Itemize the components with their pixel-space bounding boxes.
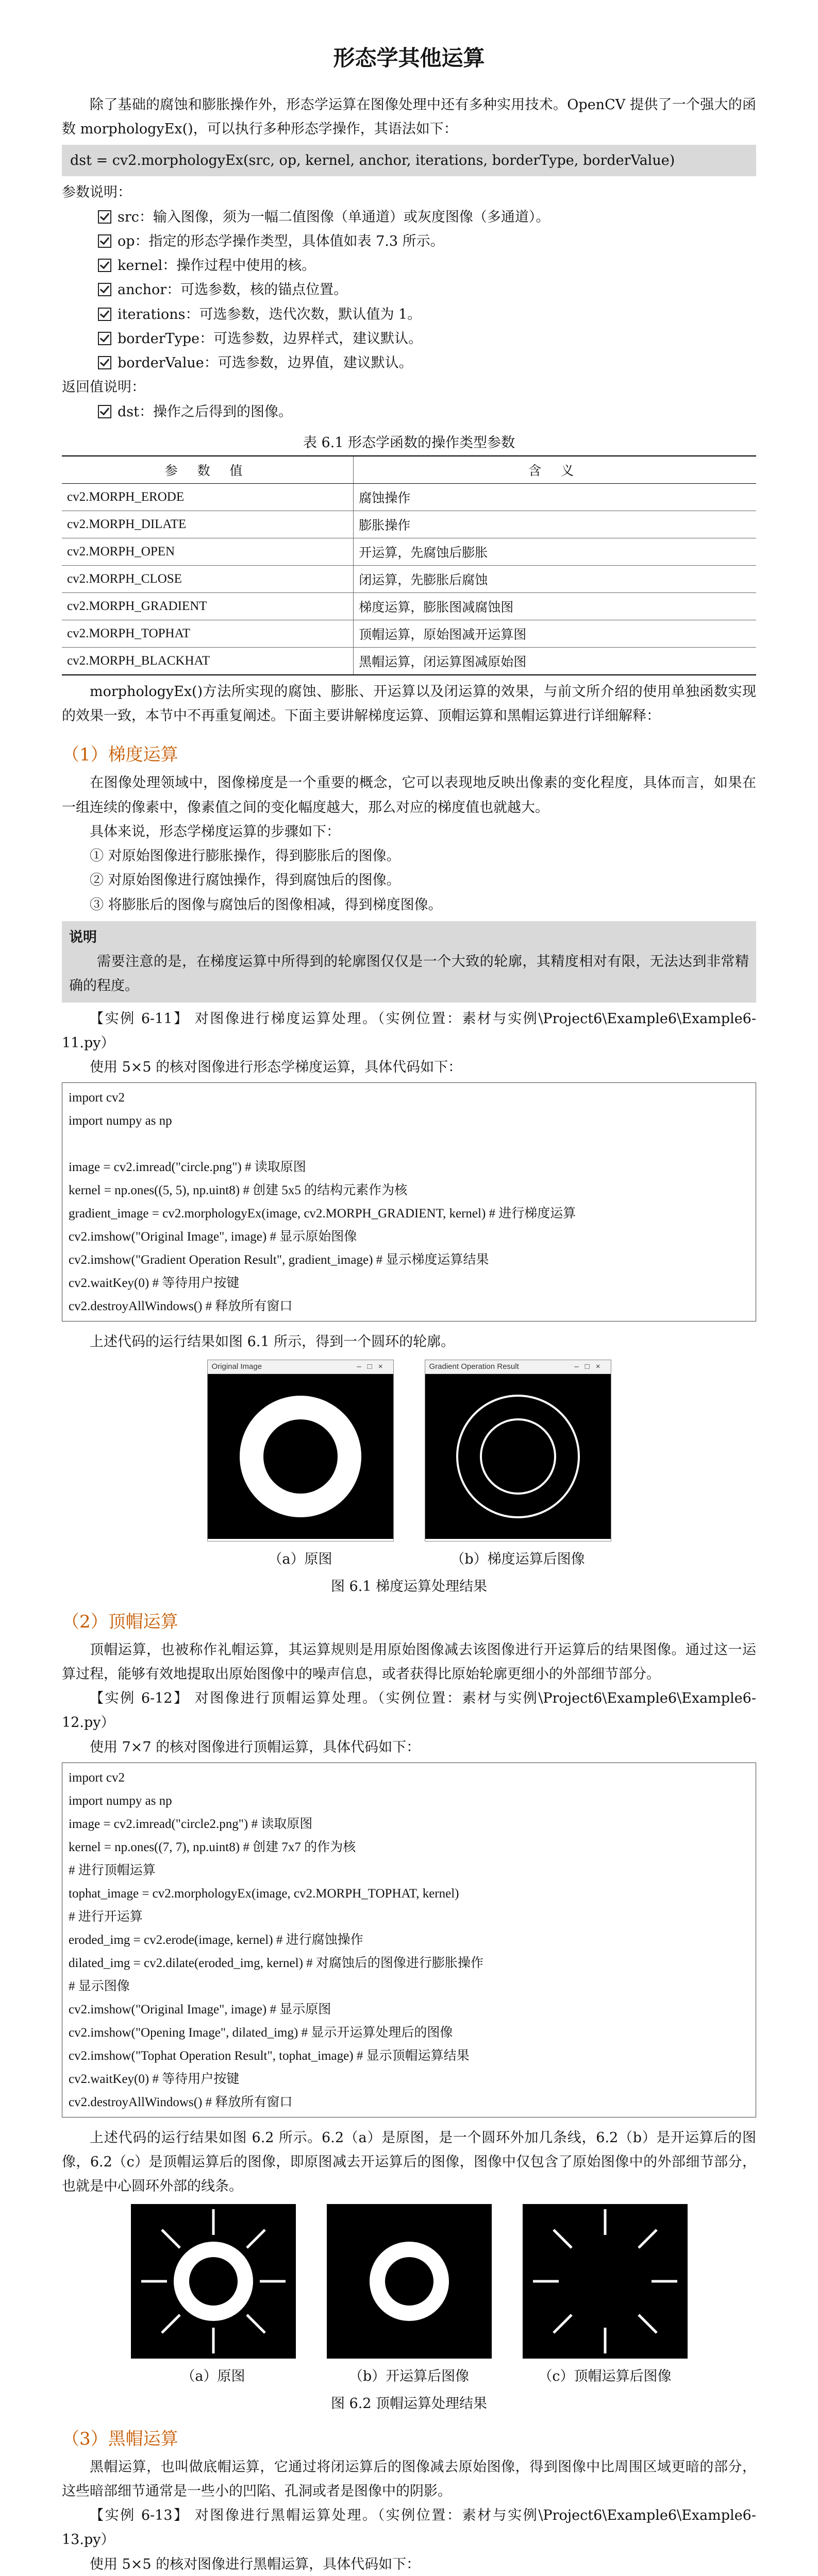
gradient-paragraph: 在图像处理领域中，图像梯度是一个重要的概念，它可以表现地反映出像素的变化程度，具体而言，如果在一组连续的像素中，像素值之间的变化幅度越大，那么对应的梯度值也就越大。 — [62, 775, 756, 816]
example-title: 【实例 6-13】 对图像进行黑帽运算处理。（实例位置：素材与实例\Project6\Example6\Example6-13.py） — [62, 2507, 756, 2548]
checkbox-icon — [98, 356, 111, 369]
note-box — [62, 921, 756, 1003]
after-table-paragraph: morphologyEx()方法所实现的腐蚀、膨胀、开运算以及闭运算的效果，与前文所介绍的使用单独函数实现的效果一致，本节中不再重复阐述。下面主要讲解梯度运算、顶帽运算和黑帽运算进行详细解释： — [62, 683, 756, 724]
table-header: 含 义 — [354, 456, 756, 484]
table-row: cv2.MORPH_OPEN 开运算，先腐蚀后膨胀 — [62, 538, 756, 565]
code-line: cv2.waitKey(0) # 等待用户按键 — [69, 2072, 240, 2086]
opening-ring-image — [327, 2204, 492, 2359]
blackhat-paragraph: 黑帽运算，也叫做底帽运算，它通过将闭运算后的图像减去原始图像，得到图像中比周围区域更暗的部分，这些暗部细节通常是一些小的凹陷、孔洞或者是图像中的阴影。 — [62, 2459, 756, 2499]
code-line: image = cv2.imread("circle.png") # 读取原图 — [69, 1160, 306, 1175]
param-item: anchor：可选参数，核的锚点位置。 — [98, 278, 756, 302]
code-line: import numpy as np — [69, 1793, 172, 1808]
code-line: cv2.destroyAllWindows() # 释放所有窗口 — [69, 1299, 293, 1314]
table-caption: 表 6.1 形态学函数的操作类型参数 — [303, 434, 515, 451]
step-item: ③ 将膨胀后的图像与腐蚀后的图像相减，得到梯度图像。 — [90, 896, 442, 913]
window-controls-icon: –□× — [357, 1362, 389, 1371]
code-line: image = cv2.imread("circle2.png") # 读取原图 — [69, 1817, 313, 1831]
table-row: cv2.MORPH_CLOSE 闭运算，先膨胀后腐蚀 — [62, 565, 756, 592]
param-item: iterations：可选参数，迭代次数，默认值为 1。 — [98, 302, 756, 327]
return-list — [62, 400, 756, 424]
checkbox-icon — [98, 283, 111, 296]
code-line: cv2.destroyAllWindows() # 释放所有窗口 — [69, 2095, 293, 2109]
code-line: gradient_image = cv2.morphologyEx(image, cv2.MORPH_GRADIENT, kernel) # 进行梯度运算 — [69, 1207, 576, 1221]
return-item: dst：操作之后得到的图像。 — [98, 400, 756, 424]
result-paragraph: 上述代码的运行结果如图 6.2 所示。6.2（a）是原图，是一个圆环外加几条线，6.2（b）是开运算后的图像，6.2（c）是顶帽运算后的图像，即原图减去开运算后的图像，图像中仅包含了原始图像中的外部细节部分，也就是中心圆环外部的线条。 — [62, 2129, 756, 2195]
code-line: # 显示图像 — [69, 1979, 130, 1993]
intro-paragraph: 除了基础的腐蚀和膨胀操作外，形态学运算在图像处理中还有多种实用技术。OpenCV 提供了一个强大的函数 morphologyEx()，可以执行多种形态学操作，其语法如下： — [62, 97, 756, 138]
code-line: import cv2 — [69, 1770, 125, 1785]
code-line — [69, 1132, 749, 1156]
figure-panel — [131, 2204, 296, 2385]
checkbox-icon — [98, 259, 111, 272]
code-block — [62, 1082, 756, 1321]
window-titlebar: Original Image –□× — [208, 1360, 393, 1374]
param-item: borderType：可选参数，边界样式，建议默认。 — [98, 327, 756, 351]
param-item: borderValue：可选参数，边界值，建议默认。 — [98, 351, 756, 375]
figure-subcaption: （a）原图 — [181, 2368, 245, 2384]
window-controls-icon: –□× — [574, 1362, 607, 1371]
code-block — [62, 1762, 756, 2117]
table-header: 参 数 值 — [62, 456, 354, 484]
syntax-box: dst = cv2.morphologyEx(src, op, kernel, anchor, iterations, borderType, borderValue) — [62, 145, 756, 177]
op-type-table — [62, 455, 756, 675]
returns-label: 返回值说明： — [62, 379, 145, 396]
gradient-steps — [62, 844, 756, 917]
tophat-lines-image — [523, 2204, 688, 2359]
param-item: src：输入图像，须为一幅二值图像（单通道）或灰度图像（多通道）。 — [98, 205, 756, 229]
code-line: kernel = np.ones((7, 7), np.uint8) # 创建 7x7 的作为核 — [69, 1840, 356, 1854]
tophat-paragraph: 顶帽运算，也被称作礼帽运算，其运算规则是用原始图像减去该图像进行开运算后的结果图像。通过这一运算过程，能够有效地提取出原始图像中的噪声信息，或者获得比原始轮廓更细小的外部细节部分。 — [62, 1641, 756, 1682]
code-line: import cv2 — [69, 1091, 125, 1105]
params-label: 参数说明： — [62, 184, 131, 201]
code-line: dilated_img = cv2.dilate(eroded_img, kernel) # 对腐蚀后的图像进行膨胀操作 — [69, 1956, 483, 1970]
original-sun-image — [131, 2204, 296, 2359]
image-window — [425, 1360, 611, 1541]
code-line: import numpy as np — [69, 1114, 172, 1128]
table-row: cv2.MORPH_TOPHAT 顶帽运算，原始图减开运算图 — [62, 620, 756, 647]
section-heading-tophat: （2）顶帽运算 — [62, 1611, 178, 1632]
example-title: 【实例 6-12】 对图像进行顶帽运算处理。（实例位置：素材与实例\Project6\Example6\Example6-12.py） — [62, 1690, 756, 1731]
image-window — [207, 1360, 394, 1541]
code-line: # 进行开运算 — [69, 1909, 143, 1924]
code-line: cv2.imshow("Gradient Operation Result", gradient_image) # 显示梯度运算结果 — [69, 1253, 489, 1267]
figure-panel — [207, 1360, 394, 1568]
section-heading-gradient: （1）梯度运算 — [62, 744, 178, 766]
figure-subcaption: （b）梯度运算后图像 — [450, 1551, 585, 1567]
figure-6-2 — [62, 2204, 756, 2385]
example-intro: 使用 5×5 的核对图像进行黑帽运算，具体代码如下： — [90, 2556, 421, 2572]
param-item: op：指定的形态学操作类型，具体值如表 7.3 所示。 — [98, 229, 756, 253]
figure-subcaption: （c）顶帽运算后图像 — [538, 2368, 672, 2384]
result-paragraph: 上述代码的运行结果如图 6.1 所示，得到一个圆环的轮廓。 — [90, 1334, 455, 1350]
table-row: cv2.MORPH_GRADIENT 梯度运算，膨胀图减腐蚀图 — [62, 592, 756, 620]
code-line: tophat_image = cv2.morphologyEx(image, cv2.MORPH_TOPHAT, kernel) — [69, 1886, 459, 1901]
figure-panel — [523, 2204, 688, 2385]
gradient-steps-intro: 具体来说，形态学梯度运算的步骤如下： — [90, 823, 340, 840]
figure-6-1 — [62, 1360, 756, 1568]
figure-panel — [425, 1360, 611, 1568]
checkbox-icon — [98, 308, 111, 321]
note-text: 需要注意的是，在梯度运算中所得到的轮廓图仅仅是一个大致的轮廓，其精度相对有限，无法达到非常精确的程度。 — [69, 954, 749, 994]
step-item: ① 对原始图像进行膨胀操作，得到膨胀后的图像。 — [90, 848, 400, 865]
table-row: cv2.MORPH_ERODE 腐蚀操作 — [62, 483, 756, 511]
page-title: 形态学其他运算 — [333, 45, 485, 71]
checkbox-icon — [98, 234, 111, 248]
code-line: eroded_img = cv2.erode(image, kernel) # 进行腐蚀操作 — [69, 1933, 363, 1947]
table-row: cv2.MORPH_BLACKHAT 黑帽运算，闭运算图减原始图 — [62, 647, 756, 675]
code-line: kernel = np.ones((5, 5), np.uint8) # 创建 5x5 的结构元素作为核 — [69, 1183, 408, 1198]
figure-caption: 图 6.2 顶帽运算处理结果 — [330, 2395, 488, 2412]
code-line: cv2.imshow("Original Image", image) # 显示原图 — [69, 2002, 331, 2016]
figure-subcaption: （a）原图 — [268, 1551, 332, 1567]
table-row: cv2.MORPH_DILATE 膨胀操作 — [62, 511, 756, 538]
original-ring-image — [208, 1374, 393, 1539]
example-title: 【实例 6-11】 对图像进行梯度运算处理。（实例位置：素材与实例\Project6\Example6\Example6-11.py） — [62, 1010, 756, 1051]
param-list — [62, 205, 756, 376]
checkbox-icon — [98, 332, 111, 345]
note-title: 说明 — [69, 929, 97, 945]
figure-subcaption: （b）开运算后图像 — [348, 2368, 470, 2384]
example-intro: 使用 7×7 的核对图像进行顶帽运算，具体代码如下： — [90, 1739, 421, 1755]
code-line: # 进行顶帽运算 — [69, 1863, 156, 1877]
window-titlebar: Gradient Operation Result –□× — [425, 1360, 611, 1374]
code-line: cv2.waitKey(0) # 等待用户按键 — [69, 1276, 240, 1291]
code-line: cv2.imshow("Tophat Operation Result", tophat_image) # 显示顶帽运算结果 — [69, 2048, 470, 2063]
code-line: cv2.imshow("Original Image", image) # 显示原始图像 — [69, 1230, 357, 1244]
section-heading-blackhat: （3）黑帽运算 — [62, 2428, 178, 2449]
step-item: ② 对原始图像进行腐蚀操作，得到腐蚀后的图像。 — [90, 872, 400, 889]
gradient-ring-image — [425, 1374, 611, 1539]
param-item: kernel：操作过程中使用的核。 — [98, 253, 756, 278]
checkbox-icon — [98, 210, 111, 224]
figure-caption: 图 6.1 梯度运算处理结果 — [330, 1578, 488, 1595]
checkbox-icon — [98, 405, 111, 418]
code-line: cv2.imshow("Opening Image", dilated_img) # 显示开运算处理后的图像 — [69, 2025, 453, 2040]
example-intro: 使用 5×5 的核对图像进行形态学梯度运算，具体代码如下： — [90, 1059, 462, 1076]
figure-panel — [327, 2204, 492, 2385]
